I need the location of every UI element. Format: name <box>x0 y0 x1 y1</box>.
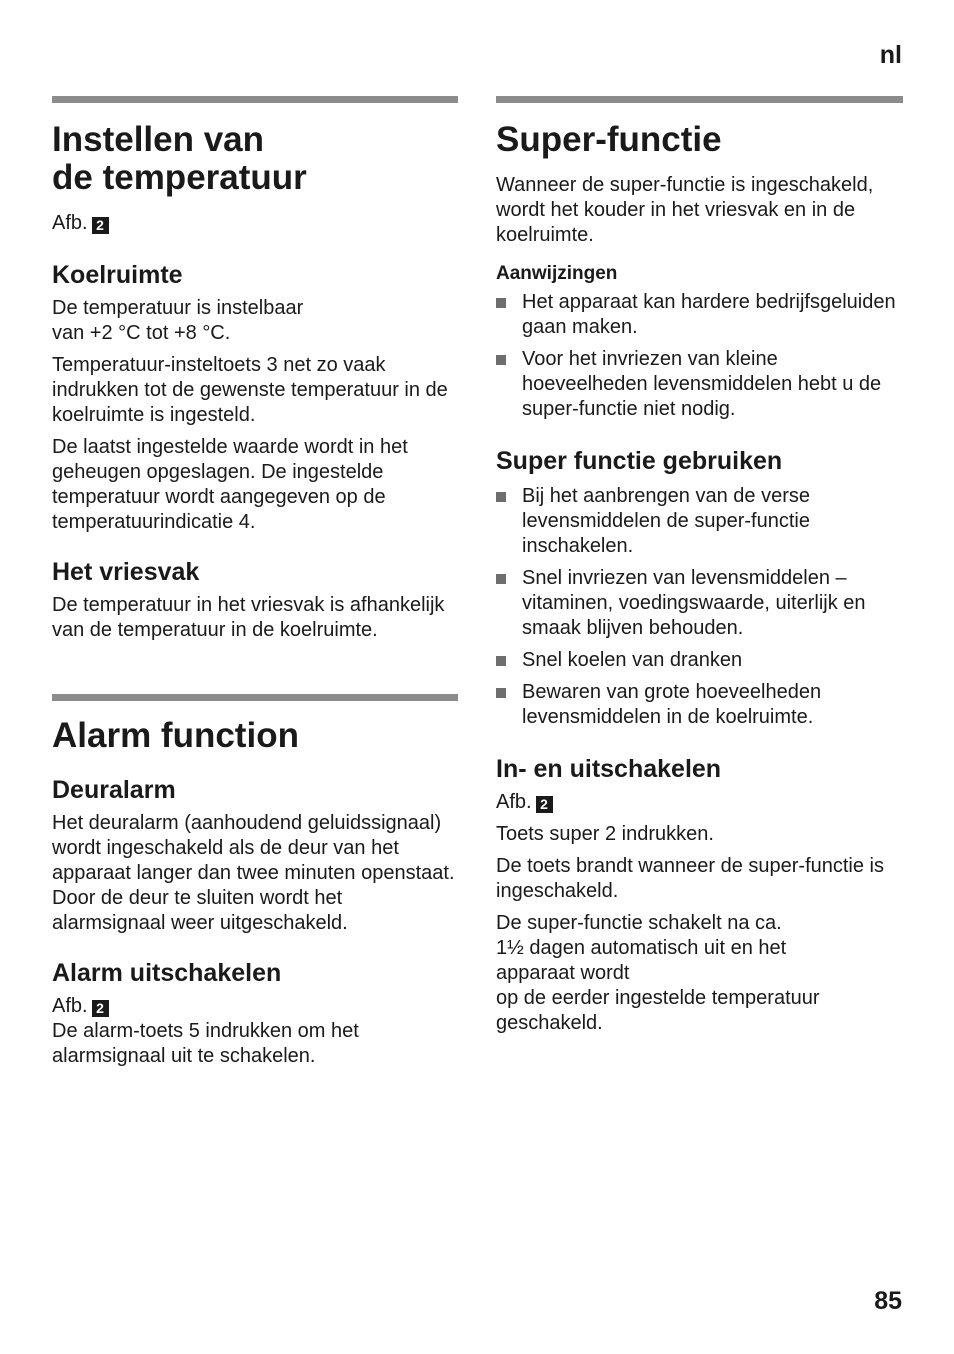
right-column <box>496 96 903 1043</box>
bullet-square-icon <box>496 355 506 365</box>
paragraph: De alarm-toets 5 indrukken om het alarmsignaal uit te schakelen. <box>52 1020 359 1067</box>
heading-aanwijzingen: Aanwijzingen <box>496 263 618 284</box>
heading-alarm-uitschakelen: Alarm uitschakelen <box>52 959 282 987</box>
section-rule <box>52 694 458 701</box>
list-item-text: Bij het aanbrengen van de verse levensmiddelen de super-functie inschakelen. <box>522 485 810 557</box>
list-item <box>496 566 903 641</box>
title-line: de temperatuur <box>52 158 307 197</box>
section-rule <box>496 96 903 103</box>
list-item-text: Bewaren van grote hoeveelheden levensmiddelen in de koelruimte. <box>522 681 822 728</box>
list-item-text: Voor het invriezen van kleine hoeveelheden levensmiddelen hebt u de super-functie niet nodig. <box>522 348 882 420</box>
paragraph: De laatst ingestelde waarde wordt in het geheugen opgeslagen. De ingestelde temperatuur wordt aangegeven op de temperatuurindicatie 4. <box>52 436 408 533</box>
paragraph: Wanneer de super-functie is ingeschakeld, wordt het kouder in het vriesvak en in de koelruimte. <box>496 174 874 246</box>
bullet-square-icon <box>496 688 506 698</box>
list-item-text: Het apparaat kan hardere bedrijfsgeluiden gaan maken. <box>522 291 896 338</box>
section-title-temperature <box>52 121 458 197</box>
list-item <box>496 347 903 422</box>
figure-number-badge: 2 <box>92 217 109 234</box>
language-tag: nl <box>879 41 902 69</box>
text-line: 1½ dagen automatisch uit en het <box>496 937 787 959</box>
heading-super-functie-gebruiken: Super functie gebruiken <box>496 447 783 475</box>
list-item <box>496 680 903 730</box>
list-item <box>496 290 903 340</box>
paragraph: De temperatuur in het vriesvak is afhankelijk van de temperatuur in de koelruimte. <box>52 594 445 641</box>
heading-koelruimte: Koelruimte <box>52 261 183 289</box>
figure-label: Afb. <box>52 212 88 234</box>
list-item-text: Snel koelen van dranken <box>522 649 743 671</box>
figure-reference <box>496 790 903 815</box>
page-number: 85 <box>874 1287 902 1315</box>
text-line: De temperatuur is instelbaar <box>52 297 304 319</box>
section-title-alarm: Alarm function <box>52 716 299 755</box>
notes-list <box>496 290 903 422</box>
list-item <box>496 648 903 673</box>
section-title-super: Super-functie <box>496 120 722 159</box>
text-line: van +2 °C tot +8 °C. <box>52 322 231 344</box>
figure-label: Afb. <box>52 995 88 1017</box>
section-rule <box>52 96 458 103</box>
heading-deuralarm: Deuralarm <box>52 776 176 804</box>
title-line: Instellen van <box>52 120 265 159</box>
bullet-square-icon <box>496 298 506 308</box>
list-item-text: Snel invriezen van levensmiddelen – vitaminen, voedingswaarde, uiterlijk en smaak blijven behouden. <box>522 567 866 639</box>
paragraph: Het deuralarm (aanhoudend geluidssignaal) wordt ingeschakeld als de deur van het apparaat langer dan twee minuten openstaat. Door de deur te sluiten wordt het alarmsignaal weer uitgeschakeld. <box>52 812 455 934</box>
list-item <box>496 484 903 559</box>
bullet-square-icon <box>496 574 506 584</box>
paragraph <box>52 296 458 346</box>
figure-label: Afb. <box>496 791 532 813</box>
usage-list <box>496 484 903 730</box>
figure-number-badge: 2 <box>536 796 553 813</box>
figure-reference <box>52 994 458 1019</box>
paragraph: De toets brandt wanneer de super-functie is ingeschakeld. <box>496 855 884 902</box>
paragraph: Temperatuur-insteltoets 3 net zo vaak indrukken tot de gewenste temperatuur in de koelruimte is ingesteld. <box>52 354 448 426</box>
figure-reference <box>52 211 458 236</box>
paragraph <box>496 911 903 1036</box>
text-line: apparaat wordt <box>496 962 630 984</box>
paragraph: Toets super 2 indrukken. <box>496 823 714 845</box>
bullet-square-icon <box>496 492 506 502</box>
text-line: De super-functie schakelt na ca. <box>496 912 782 934</box>
left-column <box>52 96 458 1076</box>
heading-in-en-uitschakelen: In- en uitschakelen <box>496 755 722 783</box>
figure-number-badge: 2 <box>92 1000 109 1017</box>
text-line: geschakeld. <box>496 1012 603 1034</box>
text-line: op de eerder ingestelde temperatuur <box>496 987 820 1009</box>
bullet-square-icon <box>496 656 506 666</box>
heading-vriesvak: Het vriesvak <box>52 558 200 586</box>
